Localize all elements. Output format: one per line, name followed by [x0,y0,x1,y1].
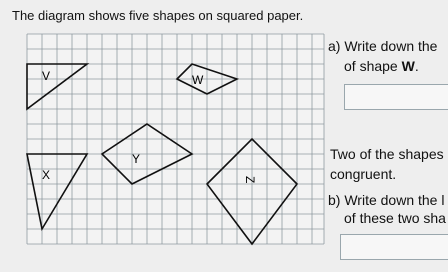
title: The diagram shows five shapes on squared paper. [12,8,304,23]
part-b-line-2: of these two sha [344,210,446,226]
shape-x-label: X [42,168,51,182]
part-a-line-2 [344,58,419,74]
part-a-text-1: Write down the [344,38,438,54]
part-b-label: b) [328,192,341,208]
congruent-line-2: congruent. [330,166,397,182]
part-a-answer-box[interactable] [344,84,448,110]
part-b-line-1 [328,192,444,208]
part-b-answer-box[interactable] [340,234,448,260]
part-b-text-1: Write down the l [344,192,445,208]
shape-y-label: Y [132,152,141,166]
part-a-shape-name: W [401,58,415,74]
congruent-line-1: Two of the shapes [330,146,444,162]
part-a-label: a) [328,38,341,54]
part-a-text-2: of shape [344,58,398,74]
shape-v-label: V [42,69,51,83]
part-a-line-1 [328,38,437,54]
shape-z-label: Z [243,176,257,184]
shape-w-label: W [192,73,204,87]
part-a-period: . [414,58,419,74]
